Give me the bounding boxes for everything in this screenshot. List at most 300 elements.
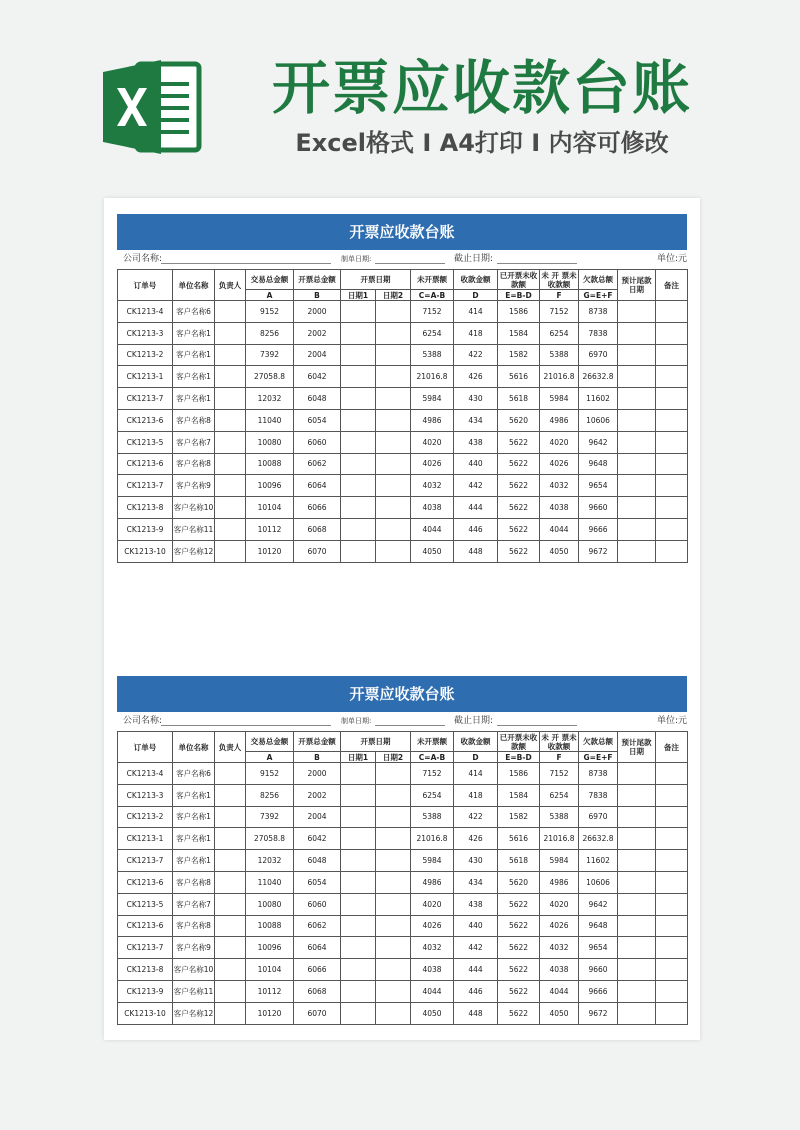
table-cell[interactable]: 客户名称1 — [173, 850, 215, 872]
table-cell[interactable]: 4038 — [411, 959, 454, 981]
table-cell[interactable] — [618, 366, 656, 388]
table-cell[interactable]: 客户名称1 — [173, 344, 215, 366]
table-cell[interactable]: 客户名称6 — [173, 301, 215, 323]
table-cell[interactable]: 客户名称7 — [173, 431, 215, 453]
table-cell[interactable] — [215, 431, 246, 453]
table-cell[interactable] — [656, 475, 688, 497]
table-cell[interactable]: 10104 — [246, 497, 294, 519]
table-cell[interactable]: 客户名称1 — [173, 322, 215, 344]
table-cell[interactable]: 6054 — [294, 871, 341, 893]
table-cell[interactable] — [656, 431, 688, 453]
table-cell[interactable]: 7152 — [411, 763, 454, 785]
table-cell[interactable]: 2004 — [294, 806, 341, 828]
table-cell[interactable]: 446 — [454, 518, 498, 540]
table-cell[interactable]: 8256 — [246, 784, 294, 806]
table-cell[interactable]: 2000 — [294, 763, 341, 785]
table-cell[interactable] — [376, 980, 411, 1002]
table-cell[interactable]: 9152 — [246, 763, 294, 785]
table-cell[interactable]: 客户名称1 — [173, 828, 215, 850]
table-cell[interactable]: 4032 — [411, 475, 454, 497]
table-cell[interactable]: 446 — [454, 980, 498, 1002]
table-cell[interactable]: CK1213-8 — [118, 959, 173, 981]
table-cell[interactable] — [656, 980, 688, 1002]
table-cell[interactable]: 4986 — [540, 871, 579, 893]
table-cell[interactable]: 4044 — [411, 980, 454, 1002]
table-cell[interactable]: 442 — [454, 475, 498, 497]
table-cell[interactable]: 1586 — [498, 763, 540, 785]
table-cell[interactable]: CK1213-10 — [118, 540, 173, 562]
table-cell[interactable]: 5620 — [498, 871, 540, 893]
table-cell[interactable] — [656, 915, 688, 937]
table-cell[interactable] — [618, 388, 656, 410]
table-cell[interactable] — [376, 322, 411, 344]
table-cell[interactable]: 5622 — [498, 431, 540, 453]
table-cell[interactable] — [656, 871, 688, 893]
table-cell[interactable] — [341, 366, 376, 388]
table-cell[interactable]: 9654 — [579, 475, 618, 497]
table-cell[interactable] — [656, 784, 688, 806]
table-cell[interactable]: 6254 — [411, 784, 454, 806]
table-cell[interactable]: 418 — [454, 784, 498, 806]
table-cell[interactable]: 5388 — [540, 806, 579, 828]
table-cell[interactable]: 4050 — [540, 540, 579, 562]
table-cell[interactable] — [215, 540, 246, 562]
table-cell[interactable]: 4050 — [411, 540, 454, 562]
table-cell[interactable]: 客户名称8 — [173, 871, 215, 893]
table-cell[interactable]: 客户名称12 — [173, 1002, 215, 1024]
table-cell[interactable]: 26632.8 — [579, 366, 618, 388]
table-cell[interactable]: 1582 — [498, 806, 540, 828]
table-cell[interactable] — [341, 322, 376, 344]
table-cell[interactable]: 5622 — [498, 1002, 540, 1024]
table-cell[interactable] — [618, 784, 656, 806]
table-cell[interactable]: 6068 — [294, 518, 341, 540]
table-cell[interactable] — [215, 453, 246, 475]
table-cell[interactable]: 客户名称1 — [173, 784, 215, 806]
table-cell[interactable] — [341, 850, 376, 872]
table-cell[interactable]: 7152 — [411, 301, 454, 323]
table-cell[interactable]: 客户名称9 — [173, 937, 215, 959]
table-cell[interactable] — [215, 301, 246, 323]
cutoff-date-input-line[interactable] — [497, 250, 577, 264]
table-cell[interactable] — [376, 518, 411, 540]
table-cell[interactable] — [215, 366, 246, 388]
table-cell[interactable] — [341, 959, 376, 981]
table-cell[interactable]: 430 — [454, 850, 498, 872]
table-cell[interactable]: 客户名称10 — [173, 959, 215, 981]
table-cell[interactable] — [341, 828, 376, 850]
table-cell[interactable] — [341, 453, 376, 475]
table-cell[interactable] — [618, 475, 656, 497]
table-cell[interactable] — [618, 763, 656, 785]
table-cell[interactable]: 430 — [454, 388, 498, 410]
table-cell[interactable] — [656, 518, 688, 540]
table-cell[interactable] — [376, 893, 411, 915]
made-date-input-line[interactable] — [375, 712, 445, 726]
table-cell[interactable]: CK1213-5 — [118, 893, 173, 915]
table-cell[interactable]: 7392 — [246, 806, 294, 828]
table-cell[interactable] — [618, 497, 656, 519]
table-cell[interactable]: 6054 — [294, 409, 341, 431]
table-cell[interactable]: 1584 — [498, 322, 540, 344]
table-cell[interactable]: 448 — [454, 540, 498, 562]
table-cell[interactable]: 4038 — [411, 497, 454, 519]
table-cell[interactable] — [341, 1002, 376, 1024]
table-cell[interactable]: 5388 — [411, 344, 454, 366]
table-cell[interactable] — [656, 828, 688, 850]
table-cell[interactable]: CK1213-1 — [118, 828, 173, 850]
table-cell[interactable]: 4020 — [411, 893, 454, 915]
table-cell[interactable]: 10606 — [579, 871, 618, 893]
table-cell[interactable]: 27058.8 — [246, 828, 294, 850]
table-cell[interactable] — [215, 497, 246, 519]
table-cell[interactable] — [341, 893, 376, 915]
table-cell[interactable]: 4038 — [540, 959, 579, 981]
table-cell[interactable]: 客户名称7 — [173, 893, 215, 915]
table-cell[interactable]: 9648 — [579, 453, 618, 475]
table-cell[interactable]: CK1213-3 — [118, 784, 173, 806]
table-cell[interactable]: 21016.8 — [411, 366, 454, 388]
table-cell[interactable]: 9666 — [579, 518, 618, 540]
table-cell[interactable] — [215, 806, 246, 828]
table-cell[interactable]: 客户名称10 — [173, 497, 215, 519]
table-cell[interactable] — [215, 937, 246, 959]
table-cell[interactable]: 5622 — [498, 497, 540, 519]
table-cell[interactable] — [341, 301, 376, 323]
table-cell[interactable] — [656, 1002, 688, 1024]
company-input-line[interactable] — [161, 250, 331, 264]
table-cell[interactable]: 4986 — [540, 409, 579, 431]
table-cell[interactable]: 5984 — [540, 388, 579, 410]
table-cell[interactable] — [215, 784, 246, 806]
table-cell[interactable]: 5622 — [498, 959, 540, 981]
table-cell[interactable]: 448 — [454, 1002, 498, 1024]
table-cell[interactable] — [376, 915, 411, 937]
table-cell[interactable] — [618, 893, 656, 915]
table-cell[interactable]: 440 — [454, 915, 498, 937]
table-cell[interactable]: CK1213-4 — [118, 301, 173, 323]
table-cell[interactable]: 客户名称11 — [173, 980, 215, 1002]
table-cell[interactable]: 422 — [454, 806, 498, 828]
table-cell[interactable] — [341, 518, 376, 540]
table-cell[interactable]: 1584 — [498, 784, 540, 806]
table-cell[interactable]: 6066 — [294, 959, 341, 981]
table-cell[interactable] — [215, 388, 246, 410]
table-cell[interactable]: 6064 — [294, 475, 341, 497]
table-cell[interactable]: 7152 — [540, 301, 579, 323]
table-cell[interactable]: 6070 — [294, 540, 341, 562]
table-cell[interactable]: 438 — [454, 431, 498, 453]
table-cell[interactable] — [376, 475, 411, 497]
table-cell[interactable]: CK1213-6 — [118, 871, 173, 893]
table-cell[interactable]: 8738 — [579, 763, 618, 785]
table-cell[interactable]: 5622 — [498, 518, 540, 540]
table-cell[interactable] — [215, 871, 246, 893]
table-cell[interactable]: 6060 — [294, 431, 341, 453]
table-cell[interactable] — [341, 763, 376, 785]
table-cell[interactable] — [656, 366, 688, 388]
table-cell[interactable] — [341, 871, 376, 893]
table-cell[interactable] — [376, 301, 411, 323]
table-cell[interactable]: 客户名称6 — [173, 763, 215, 785]
table-cell[interactable]: 6068 — [294, 980, 341, 1002]
table-cell[interactable] — [376, 431, 411, 453]
table-cell[interactable] — [656, 497, 688, 519]
table-cell[interactable]: CK1213-6 — [118, 409, 173, 431]
table-cell[interactable]: 4050 — [540, 1002, 579, 1024]
table-cell[interactable] — [341, 784, 376, 806]
table-cell[interactable]: 10120 — [246, 540, 294, 562]
table-cell[interactable]: 4020 — [540, 431, 579, 453]
company-input-line[interactable] — [161, 712, 331, 726]
table-cell[interactable] — [215, 518, 246, 540]
table-cell[interactable]: 4020 — [411, 431, 454, 453]
table-cell[interactable]: 10112 — [246, 518, 294, 540]
table-cell[interactable] — [618, 828, 656, 850]
table-cell[interactable]: 4026 — [411, 915, 454, 937]
table-cell[interactable]: 5984 — [411, 388, 454, 410]
table-cell[interactable] — [215, 763, 246, 785]
table-cell[interactable]: 5622 — [498, 475, 540, 497]
table-cell[interactable]: 426 — [454, 828, 498, 850]
table-cell[interactable]: CK1213-2 — [118, 344, 173, 366]
table-cell[interactable]: 5618 — [498, 388, 540, 410]
table-cell[interactable]: 11602 — [579, 850, 618, 872]
table-cell[interactable]: CK1213-9 — [118, 518, 173, 540]
table-cell[interactable]: 444 — [454, 497, 498, 519]
table-cell[interactable] — [656, 388, 688, 410]
table-cell[interactable]: 7152 — [540, 763, 579, 785]
table-cell[interactable] — [618, 409, 656, 431]
table-cell[interactable]: 6048 — [294, 388, 341, 410]
table-cell[interactable]: 2000 — [294, 301, 341, 323]
table-cell[interactable]: 4032 — [411, 937, 454, 959]
table-cell[interactable]: 10112 — [246, 980, 294, 1002]
table-cell[interactable] — [215, 980, 246, 1002]
table-cell[interactable]: 9642 — [579, 893, 618, 915]
table-cell[interactable]: 4026 — [540, 453, 579, 475]
table-cell[interactable]: 9648 — [579, 915, 618, 937]
cutoff-date-input-line[interactable] — [497, 712, 577, 726]
table-cell[interactable]: 12032 — [246, 850, 294, 872]
table-cell[interactable] — [341, 497, 376, 519]
table-cell[interactable]: CK1213-7 — [118, 937, 173, 959]
table-cell[interactable]: 5984 — [540, 850, 579, 872]
table-cell[interactable]: 4044 — [540, 518, 579, 540]
table-cell[interactable]: 4026 — [411, 453, 454, 475]
table-cell[interactable]: 4038 — [540, 497, 579, 519]
table-cell[interactable]: 5616 — [498, 828, 540, 850]
table-cell[interactable] — [656, 893, 688, 915]
table-cell[interactable] — [341, 915, 376, 937]
table-cell[interactable]: 5984 — [411, 850, 454, 872]
table-cell[interactable]: 414 — [454, 763, 498, 785]
table-cell[interactable]: 8738 — [579, 301, 618, 323]
table-cell[interactable]: 7838 — [579, 322, 618, 344]
table-cell[interactable] — [341, 344, 376, 366]
table-cell[interactable]: 10088 — [246, 915, 294, 937]
table-cell[interactable]: 6070 — [294, 1002, 341, 1024]
table-cell[interactable]: 5622 — [498, 915, 540, 937]
table-cell[interactable] — [618, 453, 656, 475]
table-cell[interactable]: 26632.8 — [579, 828, 618, 850]
table-cell[interactable] — [341, 937, 376, 959]
table-cell[interactable]: CK1213-10 — [118, 1002, 173, 1024]
table-cell[interactable] — [618, 540, 656, 562]
table-cell[interactable] — [376, 540, 411, 562]
table-cell[interactable] — [376, 959, 411, 981]
table-cell[interactable]: 2004 — [294, 344, 341, 366]
table-cell[interactable]: 客户名称1 — [173, 366, 215, 388]
table-cell[interactable] — [376, 850, 411, 872]
table-cell[interactable]: 426 — [454, 366, 498, 388]
table-cell[interactable]: 5622 — [498, 980, 540, 1002]
table-cell[interactable] — [376, 937, 411, 959]
table-cell[interactable]: 6254 — [540, 784, 579, 806]
table-cell[interactable]: 9672 — [579, 1002, 618, 1024]
table-cell[interactable]: CK1213-5 — [118, 431, 173, 453]
table-cell[interactable] — [376, 388, 411, 410]
table-cell[interactable]: 4986 — [411, 409, 454, 431]
table-cell[interactable]: CK1213-8 — [118, 497, 173, 519]
table-cell[interactable]: 422 — [454, 344, 498, 366]
table-cell[interactable] — [341, 540, 376, 562]
table-cell[interactable] — [618, 980, 656, 1002]
table-cell[interactable]: CK1213-2 — [118, 806, 173, 828]
table-cell[interactable] — [376, 784, 411, 806]
table-cell[interactable] — [618, 518, 656, 540]
table-cell[interactable]: 9654 — [579, 937, 618, 959]
table-cell[interactable]: 10096 — [246, 937, 294, 959]
table-cell[interactable] — [215, 850, 246, 872]
table-cell[interactable] — [215, 409, 246, 431]
table-cell[interactable]: 6254 — [540, 322, 579, 344]
table-cell[interactable]: 442 — [454, 937, 498, 959]
table-cell[interactable] — [341, 475, 376, 497]
table-cell[interactable]: 客户名称1 — [173, 388, 215, 410]
table-cell[interactable]: 4032 — [540, 937, 579, 959]
table-cell[interactable] — [618, 937, 656, 959]
table-cell[interactable]: 5388 — [540, 344, 579, 366]
table-cell[interactable]: 5620 — [498, 409, 540, 431]
table-cell[interactable] — [376, 344, 411, 366]
table-cell[interactable]: 434 — [454, 409, 498, 431]
table-cell[interactable] — [215, 344, 246, 366]
table-cell[interactable] — [376, 409, 411, 431]
table-cell[interactable]: CK1213-1 — [118, 366, 173, 388]
table-cell[interactable]: 10088 — [246, 453, 294, 475]
table-cell[interactable] — [656, 540, 688, 562]
table-cell[interactable]: 8256 — [246, 322, 294, 344]
table-cell[interactable]: CK1213-7 — [118, 850, 173, 872]
table-cell[interactable]: 9152 — [246, 301, 294, 323]
table-cell[interactable]: 10606 — [579, 409, 618, 431]
table-cell[interactable] — [618, 431, 656, 453]
table-cell[interactable] — [215, 322, 246, 344]
table-cell[interactable]: 10096 — [246, 475, 294, 497]
table-cell[interactable]: CK1213-6 — [118, 915, 173, 937]
table-cell[interactable]: 5616 — [498, 366, 540, 388]
table-cell[interactable]: 9672 — [579, 540, 618, 562]
table-cell[interactable] — [341, 980, 376, 1002]
table-cell[interactable] — [215, 959, 246, 981]
table-cell[interactable]: 7392 — [246, 344, 294, 366]
table-cell[interactable]: 11040 — [246, 871, 294, 893]
table-cell[interactable] — [341, 409, 376, 431]
table-cell[interactable]: 5618 — [498, 850, 540, 872]
table-cell[interactable]: CK1213-7 — [118, 388, 173, 410]
table-cell[interactable]: 27058.8 — [246, 366, 294, 388]
table-cell[interactable] — [618, 1002, 656, 1024]
table-cell[interactable]: 10080 — [246, 893, 294, 915]
table-cell[interactable] — [656, 937, 688, 959]
table-cell[interactable]: 6062 — [294, 915, 341, 937]
table-cell[interactable]: 6062 — [294, 453, 341, 475]
table-cell[interactable]: CK1213-3 — [118, 322, 173, 344]
table-cell[interactable]: 6060 — [294, 893, 341, 915]
table-cell[interactable]: 客户名称1 — [173, 806, 215, 828]
table-cell[interactable]: 21016.8 — [540, 828, 579, 850]
table-cell[interactable]: CK1213-4 — [118, 763, 173, 785]
table-cell[interactable]: 21016.8 — [540, 366, 579, 388]
table-cell[interactable]: 11602 — [579, 388, 618, 410]
table-cell[interactable] — [656, 763, 688, 785]
table-cell[interactable]: 6254 — [411, 322, 454, 344]
table-cell[interactable]: 9660 — [579, 959, 618, 981]
table-cell[interactable]: 434 — [454, 871, 498, 893]
table-cell[interactable] — [656, 453, 688, 475]
table-cell[interactable] — [215, 828, 246, 850]
table-cell[interactable]: 5622 — [498, 540, 540, 562]
table-cell[interactable]: CK1213-6 — [118, 453, 173, 475]
table-cell[interactable]: 客户名称9 — [173, 475, 215, 497]
made-date-input-line[interactable] — [375, 250, 445, 264]
table-cell[interactable]: 5388 — [411, 806, 454, 828]
table-cell[interactable] — [656, 959, 688, 981]
table-cell[interactable] — [376, 806, 411, 828]
table-cell[interactable] — [656, 344, 688, 366]
table-cell[interactable]: 4986 — [411, 871, 454, 893]
table-cell[interactable] — [656, 806, 688, 828]
table-cell[interactable] — [376, 497, 411, 519]
table-cell[interactable]: 4050 — [411, 1002, 454, 1024]
table-cell[interactable]: 2002 — [294, 784, 341, 806]
table-cell[interactable] — [376, 366, 411, 388]
table-cell[interactable] — [341, 388, 376, 410]
table-cell[interactable]: 4020 — [540, 893, 579, 915]
table-cell[interactable]: 438 — [454, 893, 498, 915]
table-cell[interactable] — [376, 763, 411, 785]
table-cell[interactable] — [215, 915, 246, 937]
table-cell[interactable] — [341, 806, 376, 828]
table-cell[interactable]: 5622 — [498, 893, 540, 915]
table-cell[interactable]: 7838 — [579, 784, 618, 806]
table-cell[interactable] — [376, 1002, 411, 1024]
table-cell[interactable]: 4044 — [540, 980, 579, 1002]
table-cell[interactable] — [215, 475, 246, 497]
table-cell[interactable] — [656, 409, 688, 431]
table-cell[interactable]: 1582 — [498, 344, 540, 366]
table-cell[interactable] — [618, 301, 656, 323]
table-cell[interactable]: 6048 — [294, 850, 341, 872]
table-cell[interactable]: 6970 — [579, 344, 618, 366]
table-cell[interactable]: 4044 — [411, 518, 454, 540]
table-cell[interactable] — [215, 893, 246, 915]
table-cell[interactable] — [656, 301, 688, 323]
table-cell[interactable] — [618, 871, 656, 893]
table-cell[interactable]: CK1213-7 — [118, 475, 173, 497]
table-cell[interactable]: 418 — [454, 322, 498, 344]
